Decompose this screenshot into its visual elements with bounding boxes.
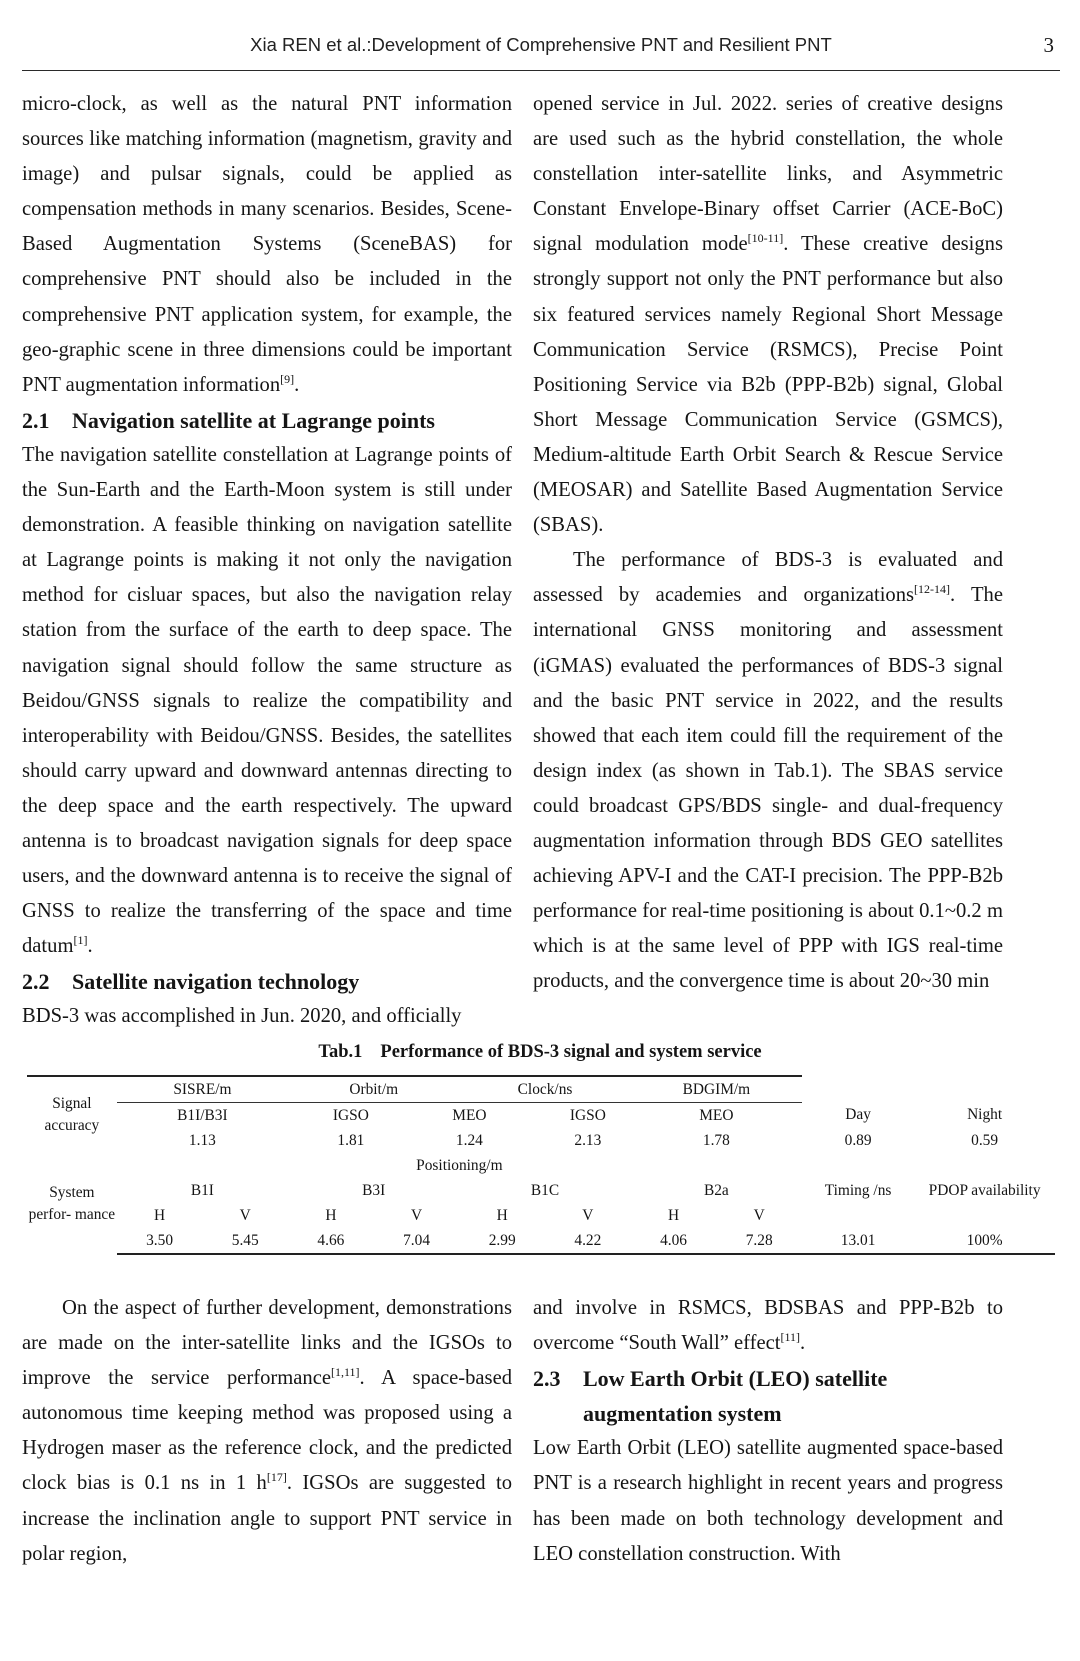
pdop-header: PDOP availability	[928, 1181, 1041, 1199]
value-cell: 4.22	[545, 1228, 631, 1254]
subheader-cell: IGSO	[569, 1106, 606, 1124]
value-cell: 1.81	[337, 1131, 365, 1149]
subheader-cell: Night	[967, 1106, 1003, 1124]
value-cell: 13.01	[802, 1228, 914, 1254]
band-header: B1I	[190, 1181, 214, 1199]
value-cell: 0.89	[844, 1131, 872, 1149]
citation-link[interactable]: [1,11]	[331, 1365, 360, 1380]
band-header: B3I	[362, 1181, 386, 1199]
axis-header: V	[410, 1206, 423, 1224]
group-header: Orbit/m	[288, 1076, 459, 1103]
value-cell: 0.59	[971, 1131, 999, 1149]
performance-table	[27, 1075, 1055, 1255]
citation-link[interactable]: [11]	[780, 1330, 801, 1345]
section-heading-2-2: 2.2 Satellite navigation technology	[22, 969, 360, 995]
paragraph-lagrange: The navigation satellite constellation at Lagrange points of the Sun-Earth and the Earth-Moon system is still under demonstration. A feasible thinking on navigation satellite at Lagrange points is making it not only the navigation method for cisluar spaces, but also the navigation relay station from the surface of the earth to deep space. The navigation signal should follow the same structure as Beidou/GNSS signals to realize the compatibility and interoperability with Beidou/GNSS. Besides, the satellites should carry upward and downward antennas directing to the deep space and the earth respectively. The upward antenna is to broadcast navigation signals for deep space users, and the downward antenna is to receive the signal of GNSS to realize the transferring of the space and time datum[1].	[22, 443, 512, 958]
subheader-cell: Day	[845, 1106, 871, 1124]
section-heading-2-3: 2.3 Low Earth Orbit (LEO) satellite augmentation system	[533, 1366, 888, 1427]
axis-header: H	[325, 1206, 337, 1224]
subheader-cell: MEO	[699, 1106, 734, 1124]
timing-header: Timing /ns	[824, 1181, 892, 1199]
axis-header: V	[582, 1206, 594, 1224]
citation-link[interactable]: [17]	[266, 1470, 287, 1485]
running-title: Xia REN et al.:Development of Comprehensive PNT and Resilient PNT	[250, 34, 832, 55]
paragraph-south-wall: and involve in RSMCS, BDSBAS and PPP-B2b to overcome “South Wall” effect[11].	[533, 1297, 1003, 1355]
subheader-cell: B1I/B3I	[177, 1106, 228, 1124]
right-column-bottom	[533, 1291, 1003, 1572]
axis-header: H	[154, 1206, 166, 1224]
row-label-signal-accuracy: Signal accuracy	[27, 1076, 117, 1153]
paragraph-scenebas: micro-clock, as well as the natural PNT information sources like matching information (magnetism, gravity and image) and pulsar signals, could be applied as compensation methods in many scenarios. Besides, Scene-Based Augmentation Systems (SceneBAS) for comprehensive PNT should also be included in the comprehensive PNT application system, for example, the geo-graphic scene in three dimensions could be important PNT augmentation information[9].	[22, 93, 512, 396]
value-cell: 4.06	[631, 1228, 717, 1254]
page-number: 3	[1043, 33, 1054, 57]
left-column	[22, 87, 512, 1035]
group-header: SISRE/m	[117, 1076, 288, 1103]
value-cell: 1.24	[455, 1131, 483, 1149]
axis-header: V	[753, 1206, 765, 1224]
positioning-header: Positioning/m	[416, 1156, 503, 1174]
left-column-bottom	[22, 1291, 512, 1572]
paragraph-further-development: On the aspect of further development, demonstrations are made on the inter-satellite links and the IGSOs to improve the service performance[1,11]. A space-based autonomous time keeping method was proposed using a Hydrogen maser as the reference clock, and the predicted clock bias is 0.1 ns in 1 h[17]. IGSOs are suggested to increase the inclination angle to support PNT service in polar region,	[22, 1297, 513, 1565]
subheader-cell: MEO	[452, 1106, 487, 1124]
row-label-system-performance: System perfor- mance	[28, 1183, 116, 1223]
citation-link[interactable]: [12-14]	[914, 582, 951, 597]
value-cell: 1.78	[702, 1131, 730, 1149]
value-cell: 4.66	[288, 1228, 374, 1254]
paragraph-bds3-performance: The performance of BDS-3 is evaluated and assessed by academies and organizations[12-14]. The international GNSS monitoring and assessment (iGMAS) evaluated the performances of BDS-3 signal and the basic PNT service in 2022, and the results showed that each item could fill the requirement of the design index (as shown in Tab.1). The SBAS service could broadcast GPS/BDS single- and dual-frequency augmentation information through BDS GEO satellites achieving APV-I and the CAT-I precision. The PPP-B2b performance for real-time positioning is about 0.1~0.2 m which is at the same level of PPP with IGS real-time products, and the convergence time is about 20~30 min	[533, 549, 1003, 993]
table-caption: Tab.1 Performance of BDS-3 signal and system service	[318, 1042, 762, 1062]
citation-link[interactable]: [1]	[73, 933, 88, 948]
band-header: B2a	[703, 1181, 729, 1199]
group-header: Clock/ns	[459, 1076, 630, 1103]
paragraph-leo: Low Earth Orbit (LEO) satellite augmented space-based PNT is a research highlight in recent years and progress has been made on both technology development and LEO constellation construction. With	[533, 1437, 1003, 1565]
section-heading-2-1: 2.1 Navigation satellite at Lagrange points	[22, 407, 435, 433]
citation-link[interactable]: [10-11]	[747, 231, 784, 246]
paragraph-bds3-designs: opened service in Jul. 2022. series of creative designs are used such as the hybrid constellation, the whole constellation inter-satellite links, and Asymmetric Constant Envelope-Binary offset Carrier (ACE-BoC) signal modulation mode[10-11]. These creative designs strongly support not only the PNT performance but also six featured services namely Regional Short Message Communication Service (RSMCS), Precise Point Positioning Service via B2b (PPP-B2b) signal, Global Short Message Communication Service (GSMCS), Medium-altitude Earth Orbit Search & Rescue Service (MEOSAR) and Satellite Based Augmentation Service (SBAS).	[533, 93, 1003, 537]
citation-link[interactable]: [9]	[280, 371, 295, 386]
value-cell: 2.99	[459, 1228, 545, 1254]
axis-header: V	[239, 1206, 251, 1224]
value-cell: 7.28	[716, 1228, 802, 1254]
value-cell: 100%	[914, 1228, 1055, 1254]
value-cell: 7.04	[374, 1228, 460, 1254]
value-cell: 3.50	[117, 1228, 203, 1254]
running-header	[22, 28, 1060, 71]
paragraph-bds3-start: BDS-3 was accomplished in Jun. 2020, and officially	[22, 1005, 462, 1028]
group-header: BDGIM/m	[631, 1076, 802, 1103]
band-header: B1C	[530, 1181, 560, 1199]
axis-header: H	[667, 1206, 680, 1224]
value-cell: 5.45	[202, 1228, 288, 1254]
axis-header: H	[496, 1206, 508, 1224]
subheader-cell: IGSO	[332, 1106, 369, 1124]
right-column	[533, 87, 1003, 999]
value-cell: 2.13	[574, 1131, 602, 1149]
value-cell: 1.13	[188, 1131, 216, 1149]
